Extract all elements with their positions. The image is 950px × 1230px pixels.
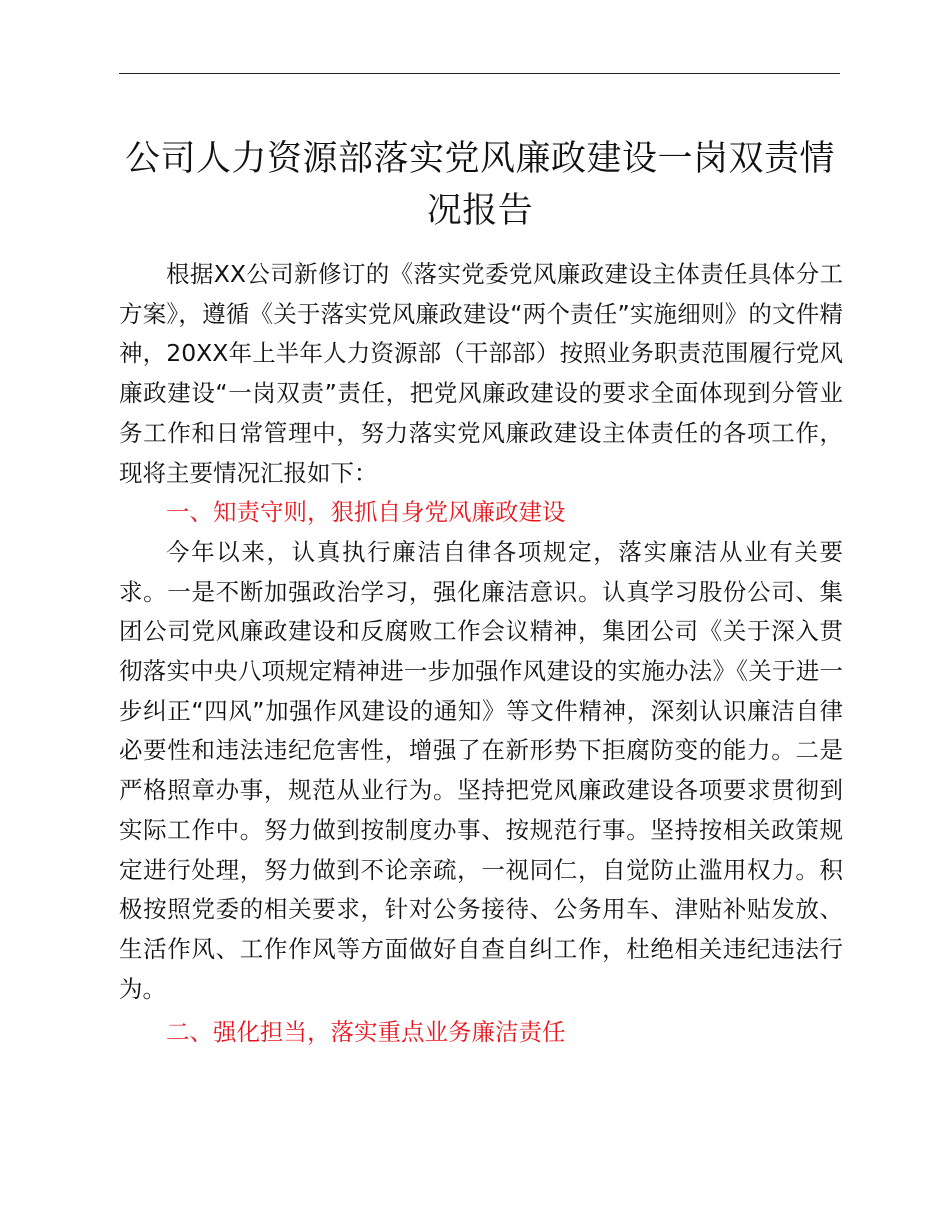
section-heading-2: 二、强化担当，落实重点业务廉洁责任 [166, 1018, 566, 1047]
section-heading-1: 一、知责守则，狠抓自身党风廉政建设 [166, 498, 566, 527]
document-body [119, 255, 843, 1053]
document-title: 公司人力资源部落实党风廉政建设一岗双责情况报告 [124, 139, 835, 231]
section-1-paragraph: 今年以来，认真执行廉洁自律各项规定，落实廉洁从业有关要求。一是不断加强政治学习，强化廉洁意识。认真学习股份公司、集团公司党风廉政建设和反腐败工作会议精神，集团公司《关于深入贯彻落实中央八项规定精神进一步加强作风建设的实施办法》《关于进一步纠正“四风”加强作风建设的通知》等文件精神，深刻认识廉洁自律必要性和违法违纪危害性，增强了在新形势下拒腐防变的能力。二是严格照章办事，规范从业行为。坚持把党风廉政建设各项要求贯彻到实际工作中。努力做到按制度办事、按规范行事。坚持按相关政策规定进行处理，努力做到不论亲疏，一视同仁，自觉防止滥用权力。积极按照党委的相关要求，针对公务接待、公务用车、津贴补贴发放、生活作风、工作作风等方面做好自查自纠工作，杜绝相关违纪违法行为。 [119, 537, 843, 1003]
intro-paragraph: 根据XX公司新修订的《落实党委党风廉政建设主体责任具体分工方案》，遵循《关于落实党风廉政建设“两个责任”实施细则》的文件精神，20XX年上半年人力资源部（干部部）按照业务职责范围履行党风廉政建设“一岗双责”责任，把党风廉政建设的要求全面体现到分管业务工作和日常管理中，努力落实党风廉政建设主体责任的各项工作，现将主要情况汇报如下： [119, 260, 843, 487]
header-rule [119, 73, 840, 74]
